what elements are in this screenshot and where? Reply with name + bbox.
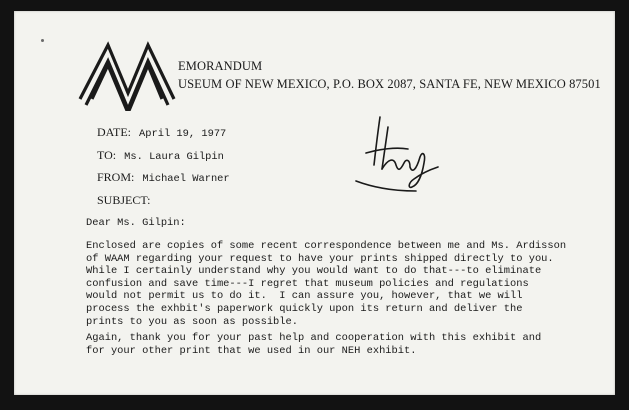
paragraph-line: Enclosed are copies of some recent correspondence between me and Ms. Ardisson (86, 240, 567, 252)
paragraph-line: for your other print that we used in our NEH exhibit. (86, 344, 417, 357)
to-label: TO: (97, 148, 117, 162)
museum-logo (78, 39, 178, 111)
to-field (97, 146, 224, 164)
date-field (97, 123, 226, 141)
body-paragraph-2 (86, 332, 556, 357)
paragraph-line: of WAAM regarding your request to have your prints shipped directly to you. (86, 252, 554, 265)
from-value: Michael Warner (142, 173, 230, 185)
paper-speck (41, 39, 44, 42)
salutation: Dear Ms. Gilpin: (86, 217, 186, 229)
paragraph-line: Again, thank you for your past help and cooperation with this exhibit and (86, 332, 542, 344)
memorandum-heading: EMORANDUM (178, 59, 263, 73)
date-label: DATE: (97, 125, 131, 139)
paragraph-line: process the exhbit's paperwork quickly upon its return and deliver the (86, 302, 523, 315)
subject-field (97, 191, 158, 209)
paragraph-line: While I certainly understand why you would want to do that---to eliminate (86, 265, 542, 278)
from-label: FROM: (97, 170, 135, 184)
paragraph-line: prints to you as soon as possible. (86, 315, 299, 328)
subject-label: SUBJECT: (97, 193, 151, 207)
museum-address: USEUM OF NEW MEXICO, P.O. BOX 2087, SANTA FE, NEW MEXICO 87501 (178, 77, 601, 91)
paragraph-line: confusion and save time---I regret that museum policies and regulations (86, 277, 529, 290)
from-field (97, 168, 230, 186)
date-value: April 19, 1977 (139, 128, 227, 140)
paragraph-line: would not permit us to do it. I can assure you, however, that we will (86, 290, 523, 303)
body-paragraph-1 (86, 240, 567, 328)
memo-sheet (14, 11, 615, 395)
to-value: Ms. Laura Gilpin (124, 151, 224, 163)
handwritten-signature (352, 113, 442, 195)
